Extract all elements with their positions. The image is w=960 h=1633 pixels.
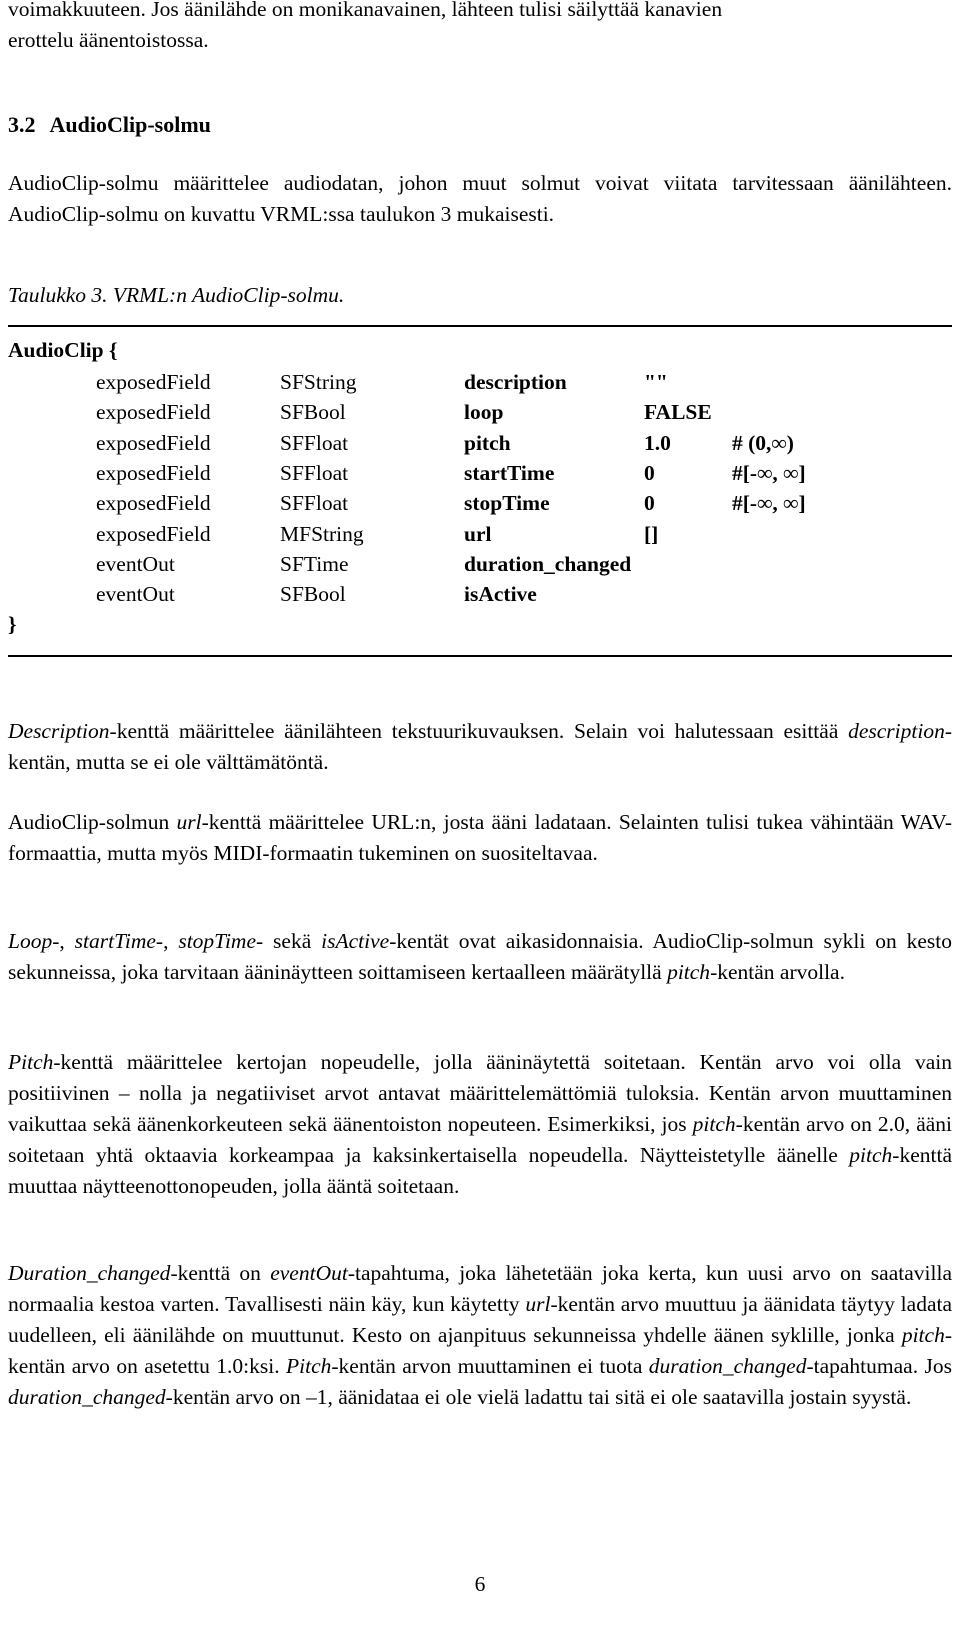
- section-title: AudioClip-solmu: [49, 112, 211, 137]
- paragraph-text: -kentän arvon muuttaminen ei tuota: [331, 1354, 649, 1378]
- paragraph-time-fields: [8, 926, 952, 988]
- paragraph-text: -kentän arvolla.: [710, 960, 845, 984]
- field-row: [8, 552, 952, 582]
- node-open: AudioClip {: [8, 338, 118, 362]
- field-name: duration_changed: [464, 551, 632, 576]
- section-number: 3.2: [8, 112, 36, 137]
- field-type: SFString: [280, 370, 357, 394]
- field-kind: exposedField: [96, 400, 211, 425]
- term-url: url: [176, 810, 202, 834]
- term-pitch: pitch: [849, 1143, 893, 1167]
- field-row: [8, 461, 952, 491]
- field-type: SFBool: [280, 582, 346, 607]
- term-pitch: pitch: [692, 1112, 736, 1136]
- page-number: 6: [474, 1572, 486, 1596]
- field-range: #[-∞, ∞]: [732, 460, 806, 485]
- field-name: isActive: [464, 582, 537, 607]
- paragraph-text: -,: [52, 929, 75, 953]
- field-type: SFFloat: [280, 460, 349, 485]
- field-name: stopTime: [464, 491, 550, 516]
- field-row: [8, 370, 952, 400]
- field-row: [8, 522, 952, 552]
- field-type: MFString: [280, 521, 364, 546]
- term-pitch: pitch: [667, 960, 711, 984]
- term-isactive: isActive: [321, 929, 390, 953]
- field-kind: exposedField: [96, 370, 211, 394]
- field-name: url: [464, 521, 492, 546]
- paragraph-text: -tapahtuma, joka lähetetään joka kerta, kun uusi arvo on saatavilla normaalia kestoa varten. Tavallisesti näin käy, kun käytetty: [8, 1261, 952, 1316]
- paragraph-text: - sekä: [256, 929, 322, 953]
- term-pitch: Pitch: [8, 1050, 54, 1074]
- field-kind: exposedField: [96, 491, 211, 516]
- term-description: Description: [8, 719, 110, 743]
- field-name: pitch: [464, 430, 511, 455]
- paragraph-text: -kenttä määrittelee kertojan nopeudelle, jolla ääninäytettä soitetaan. Kentän arvo voi olla vain positiivinen – nolla ja negatiiviset arvot antavat määrittelemättömiä tuloksia. Kentän arvon muuttaminen vaikuttaa sekä äänenkorkeuteen sekä äänentoiston nopeuteen. Esimerkiksi, jos: [8, 1050, 952, 1136]
- field-type: SFFloat: [280, 491, 349, 516]
- field-row: [8, 431, 952, 461]
- paragraph-text: -kentän arvo muuttuu ja äänidata täytyy ladata uudelleen, eli äänilähde on muuttunut. Kesto on ajanpituus sekunneissa yhdelle äänen syklille, jonka: [8, 1292, 952, 1347]
- paragraph-text: -,: [155, 929, 179, 953]
- table-bottom-rule: [8, 655, 952, 657]
- term-duration-changed: duration_changed: [8, 1385, 166, 1409]
- field-name: description: [464, 370, 567, 394]
- term-pitch: pitch: [901, 1323, 945, 1347]
- field-default: []: [644, 521, 659, 546]
- node-close: }: [8, 612, 17, 636]
- paragraph-description: [8, 716, 952, 778]
- field-kind: eventOut: [96, 582, 175, 607]
- field-default: FALSE: [644, 400, 712, 425]
- term-description: description: [848, 719, 945, 743]
- field-type: SFBool: [280, 400, 346, 425]
- section-intro-paragraph: AudioClip-solmu määrittelee audiodatan, johon muut solmut voivat viitata tarvitessaan äänilähteen. AudioClip-solmu on kuvattu VRML:ssa taulukon 3 mukaisesti.: [8, 171, 952, 226]
- paragraph-text: -kentän arvo on –1, äänidataa ei ole vielä ladattu tai sitä ei ole saatavilla jostain syystä.: [165, 1385, 912, 1409]
- field-default: 0: [644, 491, 655, 516]
- term-duration-changed: duration_changed: [648, 1354, 807, 1378]
- field-row: [8, 491, 952, 521]
- field-row: [8, 582, 952, 612]
- paragraph-text: -kenttä määrittelee URL:n, josta ääni ladataan. Selainten tulisi tukea vähintään WAV-formaattia, mutta myös MIDI-formaatin tukeminen on suositeltavaa.: [8, 810, 953, 865]
- field-type: SFTime: [280, 551, 349, 576]
- paragraph-text: AudioClip-solmun: [8, 810, 177, 834]
- paragraph-text: -kentät ovat aikasidonnaisia. AudioClip-solmun sykli on kesto sekunneissa, joka tarvitaan ääninäytteen soittamiseen kertaalleen määrätyllä: [8, 929, 952, 984]
- field-kind: exposedField: [96, 521, 211, 546]
- term-stoptime: stopTime: [178, 929, 256, 953]
- field-row: [8, 400, 952, 430]
- paragraph-duration-changed: [8, 1258, 952, 1413]
- table-caption: Taulukko 3. VRML:n AudioClip-solmu.: [8, 283, 345, 307]
- field-kind: exposedField: [96, 430, 211, 455]
- paragraph-text: -kentän arvo on asetettu 1.0:ksi.: [8, 1323, 952, 1378]
- field-range: # (0,∞): [732, 430, 794, 455]
- paragraph-text: -kentän, mutta se ei ole välttämätöntä.: [8, 719, 952, 774]
- field-default: "": [644, 370, 668, 394]
- intro-line-2: erottelu äänentoistossa.: [8, 28, 209, 52]
- term-pitch: Pitch: [286, 1354, 332, 1378]
- paragraph-text: -kenttä määrittelee äänilähteen tekstuurikuvauksen. Selain voi halutessaan esittää: [109, 719, 849, 743]
- section-heading: [8, 112, 211, 138]
- paragraph-text: -kenttä muuttaa näytteenottonopeuden, jolla ääntä soitetaan.: [8, 1143, 952, 1198]
- term-starttime: startTime: [74, 929, 156, 953]
- paragraph-url: [8, 807, 952, 869]
- paragraph-text: -kenttä on: [170, 1261, 271, 1285]
- field-range: #[-∞, ∞]: [732, 491, 806, 516]
- intro-line-1: voimakkuuteen. Jos äänilähde on monikanavainen, lähteen tulisi säilyttää kanavien: [8, 0, 723, 21]
- field-kind: exposedField: [96, 460, 211, 485]
- term-duration-changed: Duration_changed: [8, 1261, 171, 1285]
- field-name: loop: [464, 400, 504, 425]
- field-name: startTime: [464, 460, 555, 485]
- term-url: url: [525, 1292, 551, 1316]
- field-type: SFFloat: [280, 430, 349, 455]
- paragraph-pitch: [8, 1047, 952, 1202]
- field-default: 1.0: [644, 430, 671, 455]
- field-kind: eventOut: [96, 551, 175, 576]
- term-loop: Loop: [8, 929, 53, 953]
- paragraph-text: -tapahtumaa. Jos: [806, 1354, 952, 1378]
- field-default: 0: [644, 460, 655, 485]
- paragraph-text: -kentän arvo on 2.0, ääni soitetaan yhtä oktaavia korkeampaa ja kaksinkertaisella nopeudella. Näytteistetylle äänelle: [8, 1112, 953, 1167]
- table-top-rule: [8, 325, 952, 327]
- term-eventout: eventOut: [270, 1261, 348, 1285]
